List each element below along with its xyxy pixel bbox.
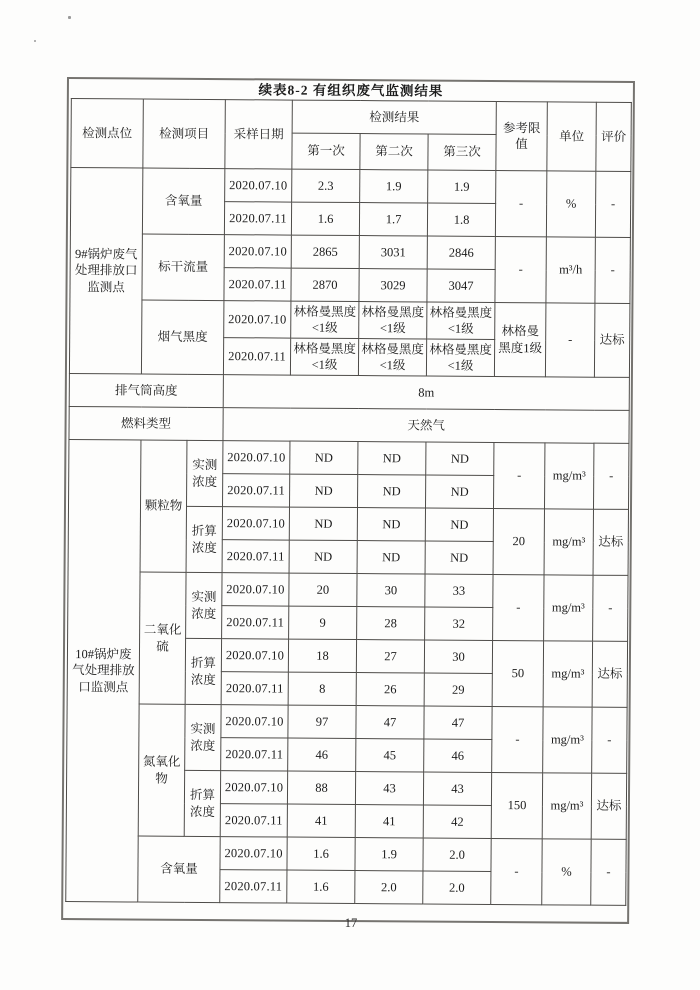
header-item: 检测项目 bbox=[143, 99, 225, 169]
fuel-type-value: 天然气 bbox=[223, 408, 629, 444]
limit-value: - bbox=[494, 442, 545, 508]
table-row bbox=[66, 836, 626, 873]
result-value: 41 bbox=[355, 805, 423, 838]
subitem-label: 折算浓度 bbox=[184, 770, 220, 836]
subitem-label: 折算浓度 bbox=[186, 506, 222, 572]
header-row-1 bbox=[71, 99, 631, 136]
table-frame bbox=[61, 77, 635, 924]
sample-date: 2020.07.11 bbox=[224, 268, 291, 301]
evaluation-value: - bbox=[591, 839, 626, 905]
result-value: 32 bbox=[425, 607, 493, 640]
result-value: 47 bbox=[424, 706, 492, 739]
unit-value: mg/m³ bbox=[543, 707, 592, 773]
unit-value: mg/m³ bbox=[543, 641, 592, 707]
result-value: 26 bbox=[356, 673, 424, 706]
result-value: 9 bbox=[289, 606, 357, 639]
evaluation-value: - bbox=[595, 237, 630, 303]
subitem-label: 实测浓度 bbox=[186, 572, 222, 638]
limit-value: - bbox=[495, 170, 546, 236]
unit-value: mg/m³ bbox=[544, 509, 593, 575]
header-result: 检测结果 bbox=[292, 100, 496, 134]
header-first: 第一次 bbox=[292, 133, 360, 169]
result-value: ND bbox=[425, 508, 493, 541]
evaluation-value: - bbox=[594, 443, 629, 509]
unit-value: mg/m³ bbox=[544, 575, 593, 641]
result-value: ND bbox=[426, 475, 494, 508]
result-value: 30 bbox=[424, 640, 492, 673]
subitem-label: 折算浓度 bbox=[185, 638, 221, 704]
result-value: 27 bbox=[356, 640, 424, 673]
table-row bbox=[67, 704, 627, 741]
result-value: ND bbox=[290, 474, 358, 507]
monitoring-point-9: 9#锅炉废气处理排放口监测点 bbox=[69, 168, 142, 374]
subitem-label: 实测浓度 bbox=[187, 440, 223, 506]
item-label: 二氧化硫 bbox=[139, 572, 186, 704]
result-value: 33 bbox=[425, 574, 493, 607]
sample-date: 2020.07.10 bbox=[223, 441, 290, 474]
result-value: 1.8 bbox=[427, 203, 495, 236]
result-value: 2.0 bbox=[423, 871, 491, 904]
result-value: 47 bbox=[356, 706, 424, 739]
result-value: 28 bbox=[357, 607, 425, 640]
result-value: ND bbox=[358, 442, 426, 475]
result-value: 8 bbox=[288, 672, 356, 705]
result-value: 2.0 bbox=[423, 838, 491, 871]
result-value: 1.6 bbox=[287, 870, 355, 903]
sample-date: 2020.07.10 bbox=[222, 507, 289, 540]
result-value: 2865 bbox=[291, 235, 359, 268]
unit-value: % bbox=[542, 839, 591, 905]
result-value: 42 bbox=[423, 805, 491, 838]
result-value: 45 bbox=[356, 739, 424, 772]
result-value: 林格曼黑度<1级 bbox=[290, 338, 358, 375]
result-value: 46 bbox=[424, 739, 492, 772]
scan-mark bbox=[34, 40, 36, 42]
limit-value: 林格曼黑度1级 bbox=[494, 302, 546, 376]
result-value: 41 bbox=[287, 804, 355, 837]
result-value: ND bbox=[426, 442, 494, 475]
result-value: 1.6 bbox=[287, 837, 355, 870]
header-unit: 单位 bbox=[547, 102, 596, 171]
table-row bbox=[68, 572, 628, 609]
result-value: 43 bbox=[423, 772, 491, 805]
result-value: 18 bbox=[288, 639, 356, 672]
stack-height-label: 排气筒高度 bbox=[69, 374, 223, 408]
sample-date: 2020.07.11 bbox=[223, 474, 290, 507]
stack-height-value: 8m bbox=[223, 375, 629, 411]
result-value: 1.9 bbox=[360, 170, 428, 203]
table-row bbox=[70, 234, 630, 271]
sample-date: 2020.07.10 bbox=[220, 771, 287, 804]
result-value: 2.0 bbox=[355, 871, 423, 904]
limit-value: - bbox=[495, 236, 546, 302]
item-label: 氮氧化物 bbox=[138, 704, 185, 836]
sample-date: 2020.07.11 bbox=[220, 870, 287, 903]
sample-date: 2020.07.10 bbox=[224, 235, 291, 268]
limit-value: 20 bbox=[493, 508, 544, 574]
evaluation-value: - bbox=[593, 575, 628, 641]
header-evaluation: 评价 bbox=[596, 102, 631, 171]
result-value: ND bbox=[289, 540, 357, 573]
unit-value: mg/m³ bbox=[545, 443, 594, 509]
header-third: 第三次 bbox=[428, 134, 496, 170]
page-number: 17 bbox=[344, 916, 358, 930]
limit-value: - bbox=[493, 574, 544, 640]
sample-date: 2020.07.10 bbox=[221, 705, 288, 738]
sample-date: 2020.07.10 bbox=[225, 169, 292, 202]
header-date: 采样日期 bbox=[225, 100, 292, 169]
result-value: ND bbox=[425, 541, 493, 574]
result-value: 88 bbox=[287, 771, 355, 804]
result-value: 97 bbox=[288, 705, 356, 738]
result-value: 林格曼黑度<1级 bbox=[359, 302, 427, 339]
result-value: 林格曼黑度<1级 bbox=[291, 301, 359, 338]
sample-date: 2020.07.10 bbox=[221, 639, 288, 672]
subitem-label: 实测浓度 bbox=[185, 704, 221, 770]
sample-date: 2020.07.11 bbox=[221, 672, 288, 705]
result-value: 20 bbox=[289, 573, 357, 606]
monitoring-point-10: 10#锅炉废气处理排放口监测点 bbox=[66, 440, 141, 902]
table-row bbox=[71, 168, 631, 205]
scan-mark bbox=[68, 16, 71, 19]
item-label: 含氧量 bbox=[142, 168, 224, 235]
item-label: 烟气黑度 bbox=[141, 300, 224, 375]
table-row bbox=[70, 300, 630, 341]
item-label: 标干流量 bbox=[142, 234, 224, 301]
evaluation-value: 达标 bbox=[592, 641, 627, 707]
sample-date: 2020.07.11 bbox=[222, 606, 289, 639]
result-value: ND bbox=[289, 507, 357, 540]
unit-value: m³/h bbox=[546, 237, 595, 303]
header-point: 检测点位 bbox=[71, 99, 143, 169]
sample-date: 2020.07.11 bbox=[222, 540, 289, 573]
result-value: 3031 bbox=[359, 236, 427, 269]
result-value: 3029 bbox=[359, 269, 427, 302]
result-value: ND bbox=[357, 541, 425, 574]
fuel-type-label: 燃料类型 bbox=[69, 407, 223, 441]
table-row bbox=[69, 407, 629, 444]
evaluation-value: - bbox=[595, 171, 630, 237]
limit-value: 50 bbox=[492, 640, 543, 706]
result-value: 1.9 bbox=[355, 838, 423, 871]
evaluation-value: 达标 bbox=[591, 773, 626, 839]
result-value: 3047 bbox=[427, 269, 495, 302]
header-limit: 参考限值 bbox=[496, 101, 547, 170]
limit-value: 150 bbox=[491, 772, 542, 838]
sample-date: 2020.07.10 bbox=[224, 301, 291, 338]
evaluation-value: 达标 bbox=[593, 509, 628, 575]
evaluation-value: 达标 bbox=[594, 303, 630, 377]
result-value: 2870 bbox=[291, 268, 359, 301]
result-value: 2846 bbox=[427, 236, 495, 269]
sample-date: 2020.07.11 bbox=[224, 202, 291, 235]
result-value: 林格曼黑度<1级 bbox=[426, 339, 494, 376]
result-value: 林格曼黑度<1级 bbox=[427, 302, 495, 339]
limit-value: - bbox=[491, 838, 542, 904]
monitoring-table bbox=[65, 98, 632, 906]
unit-value: mg/m³ bbox=[542, 773, 591, 839]
result-value: 2.3 bbox=[292, 169, 360, 202]
limit-value: - bbox=[492, 706, 543, 772]
table-row bbox=[69, 374, 629, 411]
item-label: 颗粒物 bbox=[140, 440, 187, 572]
unit-value: % bbox=[546, 171, 595, 237]
result-value: ND bbox=[357, 508, 425, 541]
unit-value: - bbox=[545, 303, 595, 377]
result-value: 1.7 bbox=[359, 203, 427, 236]
table-title: 续表8-2 有组织废气监测结果 bbox=[258, 82, 444, 99]
header-second: 第二次 bbox=[360, 134, 428, 170]
sample-date: 2020.07.10 bbox=[222, 573, 289, 606]
result-value: 46 bbox=[288, 738, 356, 771]
sample-date: 2020.07.11 bbox=[223, 338, 290, 375]
result-value: 43 bbox=[355, 772, 423, 805]
item-label: 含氧量 bbox=[138, 836, 220, 903]
result-value: 1.9 bbox=[428, 170, 496, 203]
sample-date: 2020.07.10 bbox=[220, 837, 287, 870]
table-row bbox=[69, 440, 629, 477]
sample-date: 2020.07.11 bbox=[221, 738, 288, 771]
result-value: 30 bbox=[357, 574, 425, 607]
result-value: 1.6 bbox=[291, 202, 359, 235]
evaluation-value: - bbox=[592, 707, 627, 773]
result-value: 29 bbox=[424, 673, 492, 706]
result-value: 林格曼黑度<1级 bbox=[358, 339, 426, 376]
result-value: ND bbox=[358, 475, 426, 508]
sample-date: 2020.07.11 bbox=[220, 804, 287, 837]
result-value: ND bbox=[290, 441, 358, 474]
